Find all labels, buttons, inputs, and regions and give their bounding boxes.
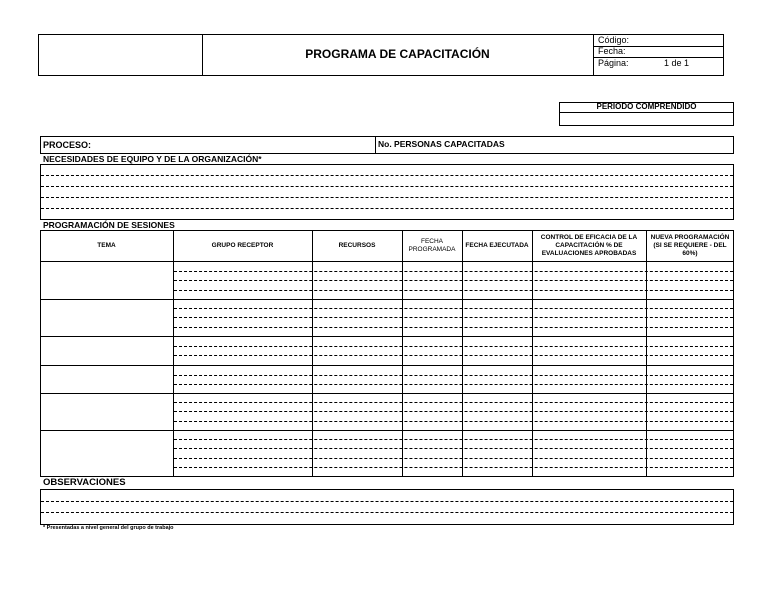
programacion-label: PROGRAMACIÓN DE SESIONES xyxy=(43,220,175,230)
session-row-line xyxy=(174,421,733,422)
periodo-divider xyxy=(559,112,734,113)
observaciones-box[interactable] xyxy=(40,489,734,525)
session-row-line xyxy=(174,317,733,318)
session-group-separator xyxy=(40,336,734,337)
fecha-label: Fecha: xyxy=(598,46,626,56)
necesidades-line xyxy=(41,175,733,176)
col-header-fecha-ejecutada: FECHA EJECUTADA xyxy=(465,242,529,249)
col-header-tema: TEMA xyxy=(97,242,116,249)
session-row-line xyxy=(174,411,733,412)
col-header-grupo-receptor: GRUPO RECEPTOR xyxy=(211,242,274,249)
observaciones-line xyxy=(41,501,733,502)
periodo-label: PERIODO COMPRENDIDO xyxy=(596,102,697,111)
session-group-separator xyxy=(40,299,734,300)
pagina-value: 1 de 1 xyxy=(664,58,690,68)
session-row-line xyxy=(174,271,733,272)
col-header-nueva-programacion: NUEVA PROGRAMACIÓN (SI SE REQUIERE - DEL 60%) xyxy=(650,234,730,257)
necesidades-line xyxy=(41,197,733,198)
session-row-line xyxy=(174,290,733,291)
observaciones-line xyxy=(41,512,733,513)
session-row-line xyxy=(174,384,733,385)
session-row-line xyxy=(174,308,733,309)
pagina-label: Página: xyxy=(598,58,629,68)
session-row-line xyxy=(174,355,733,356)
session-row-line xyxy=(174,327,733,328)
necesidades-box[interactable] xyxy=(40,164,734,220)
session-group-separator xyxy=(40,430,734,431)
session-row-line xyxy=(174,375,733,376)
session-row-line xyxy=(174,458,733,459)
session-row-line xyxy=(174,439,733,440)
session-group-separator xyxy=(40,393,734,394)
proceso-divider xyxy=(375,136,376,154)
col-header-fecha-programada: FECHA PROGRAMADA xyxy=(408,238,456,253)
observaciones-label: OBSERVACIONES xyxy=(43,477,126,488)
necesidades-line xyxy=(41,186,733,187)
col-header-recursos: RECURSOS xyxy=(338,242,376,249)
session-row-line xyxy=(174,467,733,468)
footnote: * Presentadas a nivel general del grupo de trabajo xyxy=(43,525,174,531)
col-header-control-eficacia: CONTROL DE EFICACIA DE LA CAPACITACIÓN % DE EVALUACIONES APROBADAS xyxy=(540,234,638,257)
session-row-line xyxy=(174,346,733,347)
session-row-line xyxy=(174,448,733,449)
table-header-bottom xyxy=(40,261,734,262)
session-row-line xyxy=(174,402,733,403)
necesidades-label: NECESIDADES DE EQUIPO Y DE LA ORGANIZACIÓN* xyxy=(43,154,262,164)
header-divider-right xyxy=(593,34,594,76)
necesidades-line xyxy=(41,208,733,209)
document-title: PROGRAMA DE CAPACITACIÓN xyxy=(305,47,490,61)
codigo-label: Código: xyxy=(598,35,630,45)
proceso-label: PROCESO: xyxy=(43,140,92,150)
session-group-separator xyxy=(40,365,734,366)
session-row-line xyxy=(174,280,733,281)
personas-capacitadas-label: No. PERSONAS CAPACITADAS xyxy=(378,139,505,149)
